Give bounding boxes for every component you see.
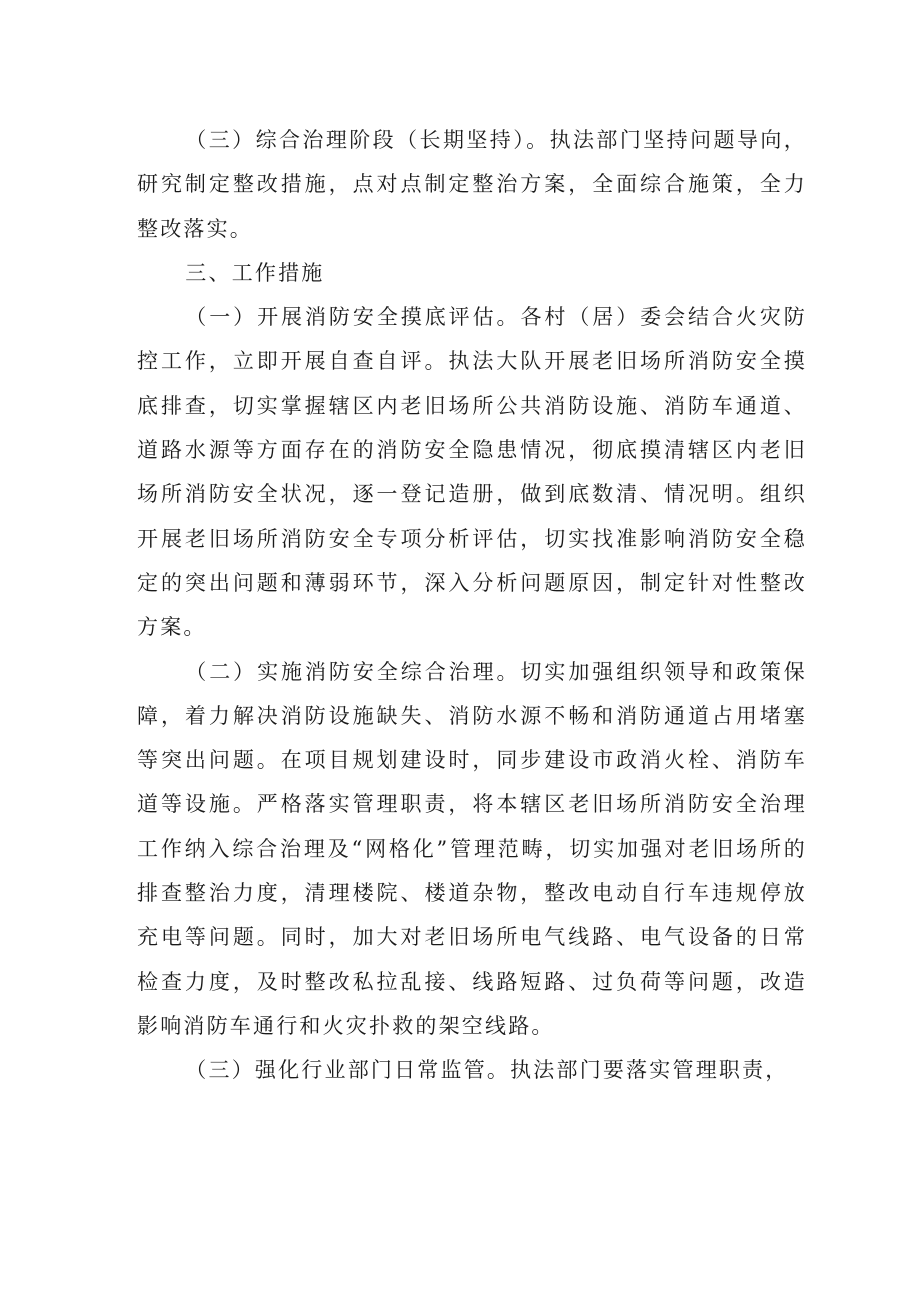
section-heading-work-measures: 三、工作措施 [185, 260, 325, 285]
paragraph-comprehensive-governance-phase: （三）综合治理阶段（长期坚持）。执法部门坚持问题导向，研究制定整改措施，点对点制定整治方案，全面综合施策，全力整改落实。 [137, 128, 807, 241]
paragraph-comprehensive-fire-governance: （二）实施消防安全综合治理。切实加强组织领导和政策保障，着力解决消防设施缺失、消防水源不畅和消防通道占用堵塞等突出问题。在项目规划建设时，同步建设市政消火栓、消防车道等设施。严格落实管理职责，将本辖区老旧场所消防安全治理工作纳入综合治理及“网格化”管理范畴，切实加强对老旧场所的排查整治力度，清理楼院、楼道杂物，整改电动自行车违规停放充电等问题。同时，加大对老旧场所电气线路、电气设备的日常检查力度，及时整改私拉乱接、线路短路、过负荷等问题，改造影响消防车通行和火灾扑救的架空线路。 [137, 659, 807, 1038]
paragraph-fire-safety-assessment: （一）开展消防安全摸底评估。各村（居）委会结合火灾防控工作，立即开展自查自评。执法大队开展老旧场所消防安全摸底排查，切实掌握辖区内老旧场所公共消防设施、消防车通道、道路水源等方面存在的消防安全隐患情况，彻底摸清辖区内老旧场所消防安全状况，逐一登记造册，做到底数清、情况明。组织开展老旧场所消防安全专项分析评估，切实找准影响消防安全稳定的突出问题和薄弱环节，深入分析问题原因，制定针对性整改方案。 [137, 305, 807, 640]
paragraph-industry-supervision: （三）强化行业部门日常监管。执法部门要落实管理职责， [185, 1058, 789, 1083]
document-body [137, 118, 807, 1093]
